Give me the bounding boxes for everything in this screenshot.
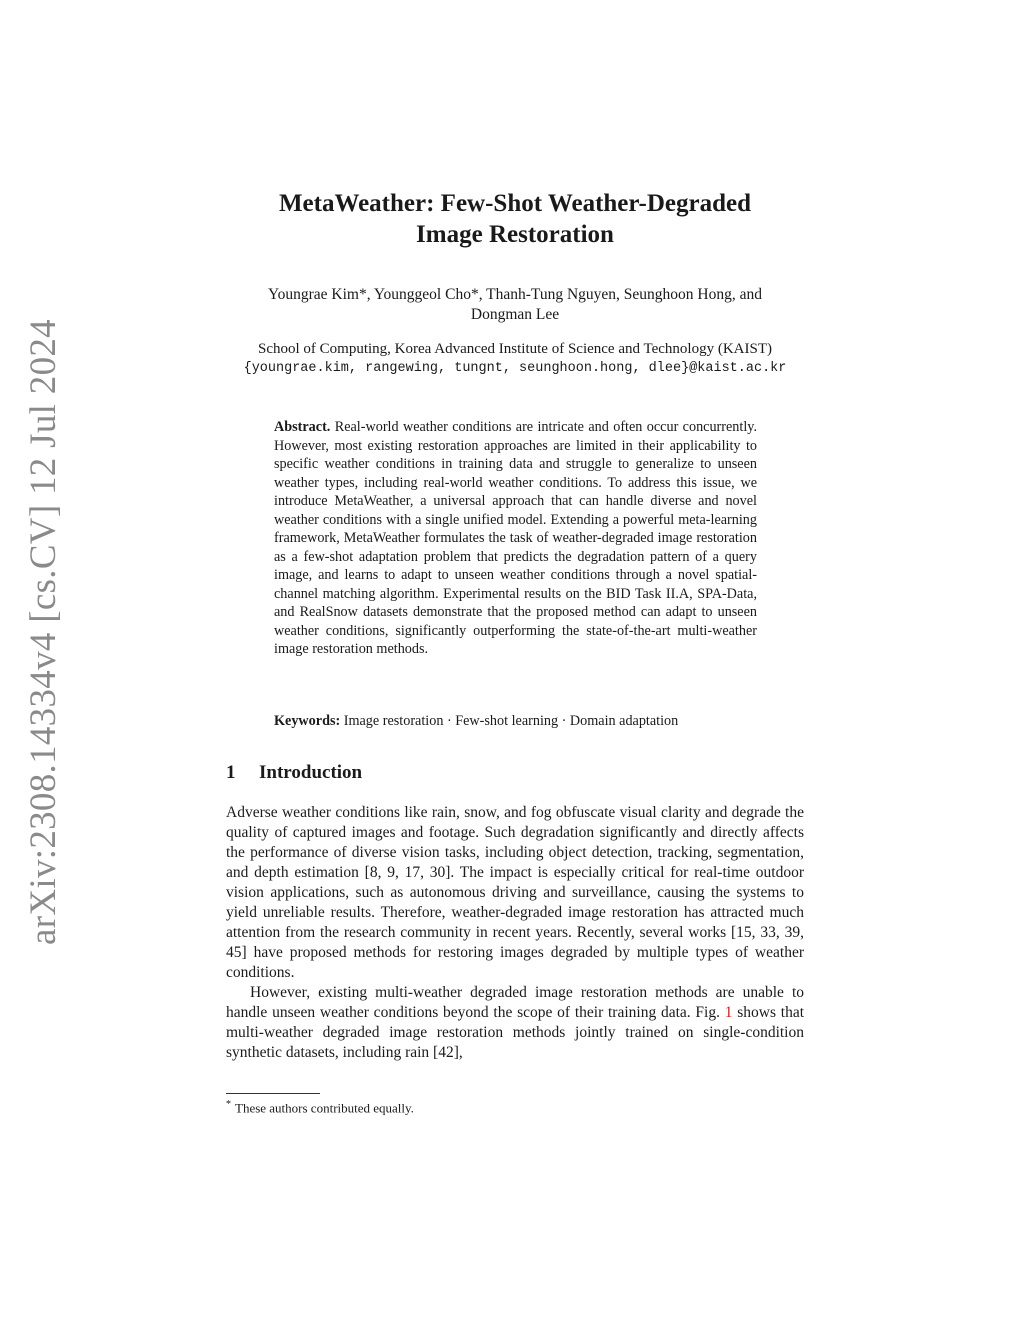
footnote <box>226 1097 414 1116</box>
paragraph-2 <box>226 983 804 1063</box>
abstract <box>274 418 757 659</box>
introduction-body <box>226 803 804 1063</box>
section-heading <box>226 762 362 784</box>
keywords-label: Keywords: <box>274 713 341 729</box>
abstract-text: Real-world weather conditions are intricate and often occur concurrently. However, most existing restoration approaches are limited in their applicability to specific weather conditions in training data and struggle to generalize to unseen weather types, including real-world weather conditions. To address this issue, we introduce MetaWeather, a universal approach that can handle diverse and novel weather conditions with a single unified model. Extending a powerful meta-learning framework, MetaWeather formulates the task of weather-degraded image restoration as a few-shot adaptation problem that predicts the degradation pattern of a query image, and learns to adapt to unseen weather conditions through a novel spatial-channel matching algorithm. Experimental results on the BID Task II.A, SPA-Data, and RealSnow datasets demonstrate that the proposed method can adapt to unseen weather conditions, significantly outperforming the state-of-the-art multi-weather image restoration methods. <box>274 419 758 657</box>
section-title: Introduction <box>259 762 363 783</box>
paragraph-2-end: shows that multi-weather degraded image restoration methods jointly trained on single-condition synthetic datasets, including rain [42], <box>226 1004 805 1061</box>
title-line-1: MetaWeather: Few-Shot Weather-Degraded <box>278 190 752 217</box>
affiliation: School of Computing, Korea Advanced Institute of Science and Technology (KAIST) <box>258 341 772 357</box>
authors-line-1: Youngrae Kim*, Younggeol Cho*, Thanh-Tung Nguyen, Seunghoon Hong, and <box>267 286 762 303</box>
author-list <box>200 285 830 325</box>
author-emails: {youngrae.kim, rangewing, tungnt, seunghoon.hong, dlee}@kaist.ac.kr <box>243 361 787 376</box>
abstract-label: Abstract. <box>274 419 331 435</box>
footnote-mark: * <box>226 1099 231 1110</box>
affiliation-block <box>200 340 830 378</box>
paragraph-2-start: However, existing multi-weather degraded image restoration methods are unable to handle unseen weather conditions beyond the scope of their training data. Fig. <box>226 984 804 1021</box>
paragraph-1: Adverse weather conditions like rain, snow, and fog obfuscate visual clarity and degrade the quality of captured images and footage. Such degradation significantly and directly affects the performance of diverse vision tasks, including object detection, tracking, segmentation, and depth estimation [8, 9, 17, 30]. The impact is especially critical for real-time outdoor vision applications, such as autonomous driving and surveillance, causing the systems to yield unreliable results. Therefore, weather-degraded image restoration has attracted much attention from the research community in recent years. Recently, several works [15, 33, 39, 45] have proposed methods for restoring images degraded by multiple types of weather conditions. <box>226 804 804 981</box>
footnote-text: These authors contributed equally. <box>235 1100 414 1116</box>
section-number: 1 <box>226 762 236 783</box>
figure-reference-link[interactable]: 1 <box>724 1004 733 1021</box>
arxiv-identifier: arXiv:2308.14334v4 [cs.CV] 12 Jul 2024 <box>23 319 64 945</box>
title-line-2: Image Restoration <box>416 221 614 248</box>
keywords-text: Image restoration · Few-shot learning · Domain adaptation <box>343 713 679 729</box>
footnote-divider <box>226 1093 320 1094</box>
paper-title <box>200 188 830 250</box>
keywords <box>274 712 764 731</box>
authors-line-2: Dongman Lee <box>470 306 560 323</box>
